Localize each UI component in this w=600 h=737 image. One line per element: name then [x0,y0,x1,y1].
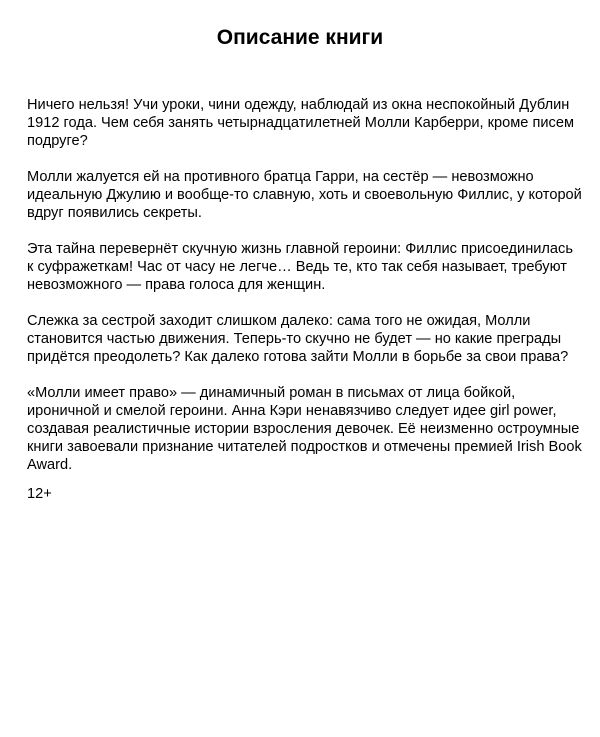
age-rating: 12+ [27,486,52,502]
description-paragraph-2: Молли жалуется ей на противного братца Гарри, на сестёр — невозможно идеальную Джулию и вообще-то славную, хоть и своевольную Филлис, у которой вдруг появились секреты. [27,169,582,221]
description-paragraph-5: «Молли имеет право» — динамичный роман в письмах от лица бойкой, ироничной и смелой героини. Анна Кэри ненавязчиво следует идее girl power, создавая реалистичные истории взросления девочек. Её неизменно остроумные книги завоевали признание читателей подростков и отмечены премией Irish Book Award. [27,385,582,473]
description-paragraph-3: Эта тайна перевернёт скучную жизнь главной героини: Филлис присоединилась к суфражеткам! Час от часу не легче… Ведь те, кто так себя называет, требуют невозможного — права голоса для женщин. [27,241,573,293]
book-description [27,96,583,492]
description-paragraph-4: Слежка за сестрой заходит слишком далеко: сама того не ожидая, Молли становится частью движения. Теперь-то скучно не будет — но какие преграды придётся преодолеть? Как далеко готова зайти Молли в борьбе за свои права? [27,313,569,365]
page-title: Описание книги [216,26,384,49]
description-paragraph-1: Ничего нельзя! Учи уроки, чини одежду, наблюдай из окна неспокойный Дублин 1912 года. Чем себя занять четырнадцатилетней Молли Карберри, кроме писем подруге? [27,97,574,149]
